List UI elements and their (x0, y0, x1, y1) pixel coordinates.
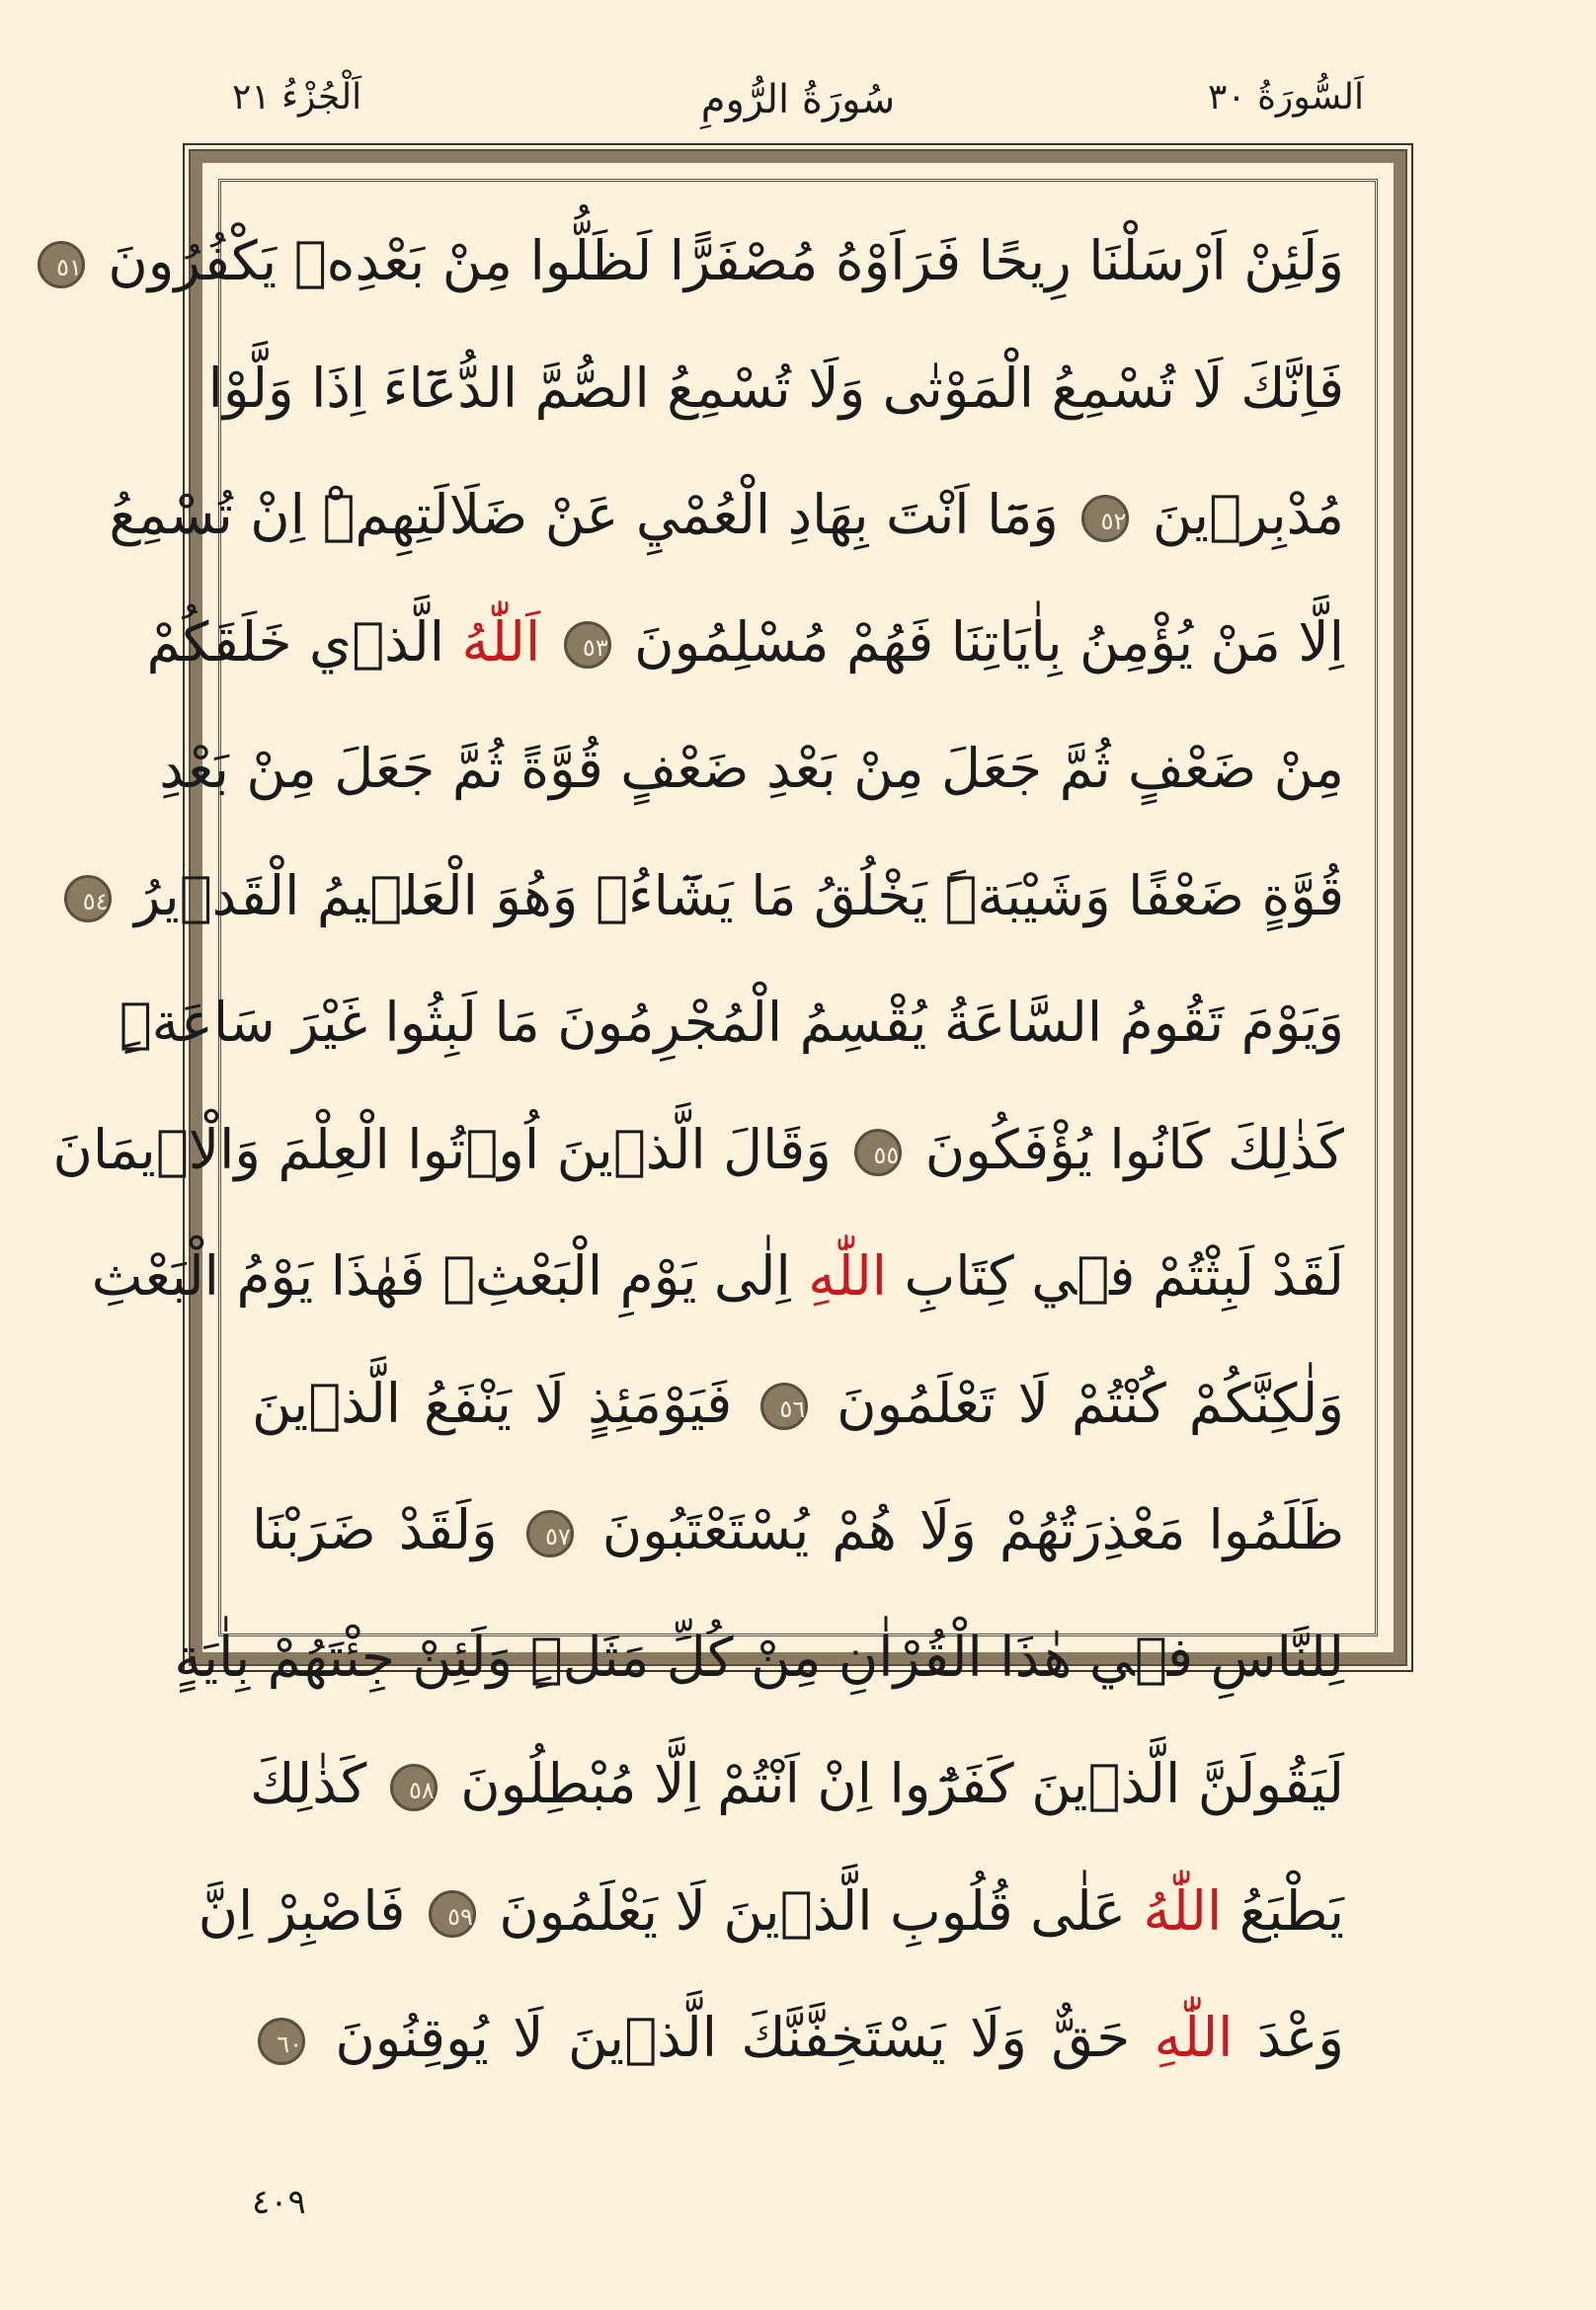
verse-text: فَيَوْمَئِذٍ لَا يَنْفَعُ الَّذ۪ينَ (252, 1371, 756, 1435)
verse-text: يَطْبَعُ (1222, 1878, 1344, 1943)
ayah-number-marker: ٥٥ (854, 1129, 902, 1176)
ayah-number-marker: ٥٧ (526, 1510, 574, 1557)
ayah-number-marker: ٥٩ (429, 1890, 476, 1938)
text-line (119, 959, 1344, 1086)
ayah-number-marker: ٥٨ (390, 1764, 438, 1811)
verse-text: حَقٌّ وَلَا يَسْتَخِفَّنَّكَ الَّذ۪ينَ لَا يُوقِنُونَ (311, 2006, 1155, 2069)
text-line (252, 1720, 1344, 1848)
verse-text: اِلَّا مَنْ يُؤْمِنُ بِاٰيَاتِنَا فَهُمْ مُسْلِمُونَ (616, 609, 1344, 674)
ayah-number-marker: ٥٦ (760, 1383, 808, 1430)
divine-name: اللّٰهُ (1143, 1878, 1223, 1943)
verse-text: وَقَالَ الَّذ۪ينَ اُو۫تُوا الْعِلْمَ وَالْا۪يمَانَ (52, 1117, 849, 1181)
page-header (0, 77, 1596, 136)
verse-text: ظَلَمُوا مَعْذِرَتُهُمْ وَلَا هُمْ يُسْتَعْتَبُونَ (579, 1498, 1345, 1561)
text-line (159, 705, 1344, 833)
verse-text: مُدْبِر۪ينَ (1135, 483, 1344, 546)
page-number: ٤٠٩ (252, 2183, 306, 2222)
text-line (56, 198, 1344, 325)
surah-number-label: اَلسُّورَةُ ٣٠ (1207, 77, 1364, 118)
quran-text-block (52, 198, 1345, 2069)
text-line (146, 579, 1344, 706)
verse-text: عَلٰى قُلُوبِ الَّذ۪ينَ لَا يَعْلَمُونَ (481, 1878, 1144, 1943)
verse-text: اِلٰى يَوْمِ الْبَعْثِۘ فَهٰذَا يَوْمُ الْبَعْثِ (91, 1244, 809, 1308)
text-line (82, 833, 1344, 960)
text-line (198, 1848, 1344, 1975)
text-line (207, 325, 1344, 452)
verse-text: فَاِنَّكَ لَا تُسْمِعُ الْمَوْتٰى وَلَا تُسْمِعُ الصُّمَّ الدُّعَٓاءَ اِذَا وَلَّوْا (207, 356, 1344, 420)
ayah-number-marker: ٥٣ (564, 621, 611, 669)
verse-text: كَذٰلِكَ كَانُوا يُؤْفَكُونَ (908, 1117, 1344, 1181)
verse-text: وَلَئِنْ اَرْسَلْنَا رِيحًا فَرَاَوْهُ مُصْفَرًّا لَظَلُّوا مِنْ بَعْدِه۪ يَكْفُرُونَ (90, 229, 1344, 292)
verse-text: قُوَّةٍ ضَعْفًا وَشَيْبَةًۜ يَخْلُقُ مَا يَشَٓاءُۚ وَهُوَ الْعَل۪يمُ الْقَد۪يرُ (117, 863, 1344, 927)
text-line (252, 1974, 1344, 2102)
verse-text (540, 610, 557, 674)
verse-text: لَيَقُولَنَّ الَّذ۪ينَ كَفَرُٓوا اِنْ اَنْتُمْ اِلَّا مُبْطِلُونَ (442, 1752, 1344, 1815)
ayah-number-marker: ٦٠ (258, 2018, 305, 2065)
verse-text: كَذٰلِكَ (250, 1752, 384, 1815)
text-line (109, 451, 1344, 579)
divine-name: اَللّٰهُ (461, 609, 541, 674)
juz-label: اَلْجُزْءُ ٢١ (232, 77, 362, 118)
text-line (252, 1467, 1344, 1594)
text-line (91, 1213, 1344, 1340)
verse-text: لِلنَّاسِ ف۪ي هٰذَا الْقُرْاٰنِ مِنْ كُلِّ مَثَلٍۜ وَلَئِنْ جِئْتَهُمْ بِاٰيَةٍ (174, 1625, 1344, 1689)
ayah-number-marker: ٥٤ (64, 875, 112, 922)
text-line (252, 1340, 1344, 1468)
verse-text: وَلَقَدْ ضَرَبْنَا (252, 1498, 520, 1561)
surah-title: سُورَةُ الرُّومِ (700, 77, 896, 122)
text-line (174, 1594, 1344, 1721)
verse-text: فَاصْبِرْ اِنَّ (198, 1878, 423, 1943)
verse-text: وَمَٓا اَنْتَ بِهَادِ الْعُمْيِ عَنْ ضَلَالَتِهِمْۜ اِنْ تُسْمِعُ (109, 483, 1077, 546)
ayah-number-marker: ٥١ (38, 241, 85, 288)
divine-name: اللّٰهِ (1154, 2006, 1234, 2069)
verse-text: لَقَدْ لَبِثْتُمْ ف۪ي كِتَابِ (887, 1244, 1344, 1308)
text-line (52, 1086, 1344, 1214)
verse-text: مِنْ ضَعْفٍ ثُمَّ جَعَلَ مِنْ بَعْدِ ضَعْفٍ قُوَّةً ثُمَّ جَعَلَ مِنْ بَعْدِ (159, 737, 1344, 800)
verse-text: وَلٰكِنَّكُمْ كُنْتُمْ لَا تَعْلَمُونَ (814, 1371, 1344, 1435)
ayah-number-marker: ٥٢ (1081, 495, 1129, 542)
verse-text: وَعْدَ (1233, 2006, 1344, 2069)
verse-text: وَيَوْمَ تَقُومُ السَّاعَةُ يُقْسِمُ الْمُجْرِمُونَ مَا لَبِثُوا غَيْرَ سَاعَةٍۜ (119, 991, 1344, 1054)
verse-text: الَّذ۪ي خَلَقَكُمْ (146, 609, 462, 674)
divine-name: اللّٰهِ (808, 1244, 887, 1308)
